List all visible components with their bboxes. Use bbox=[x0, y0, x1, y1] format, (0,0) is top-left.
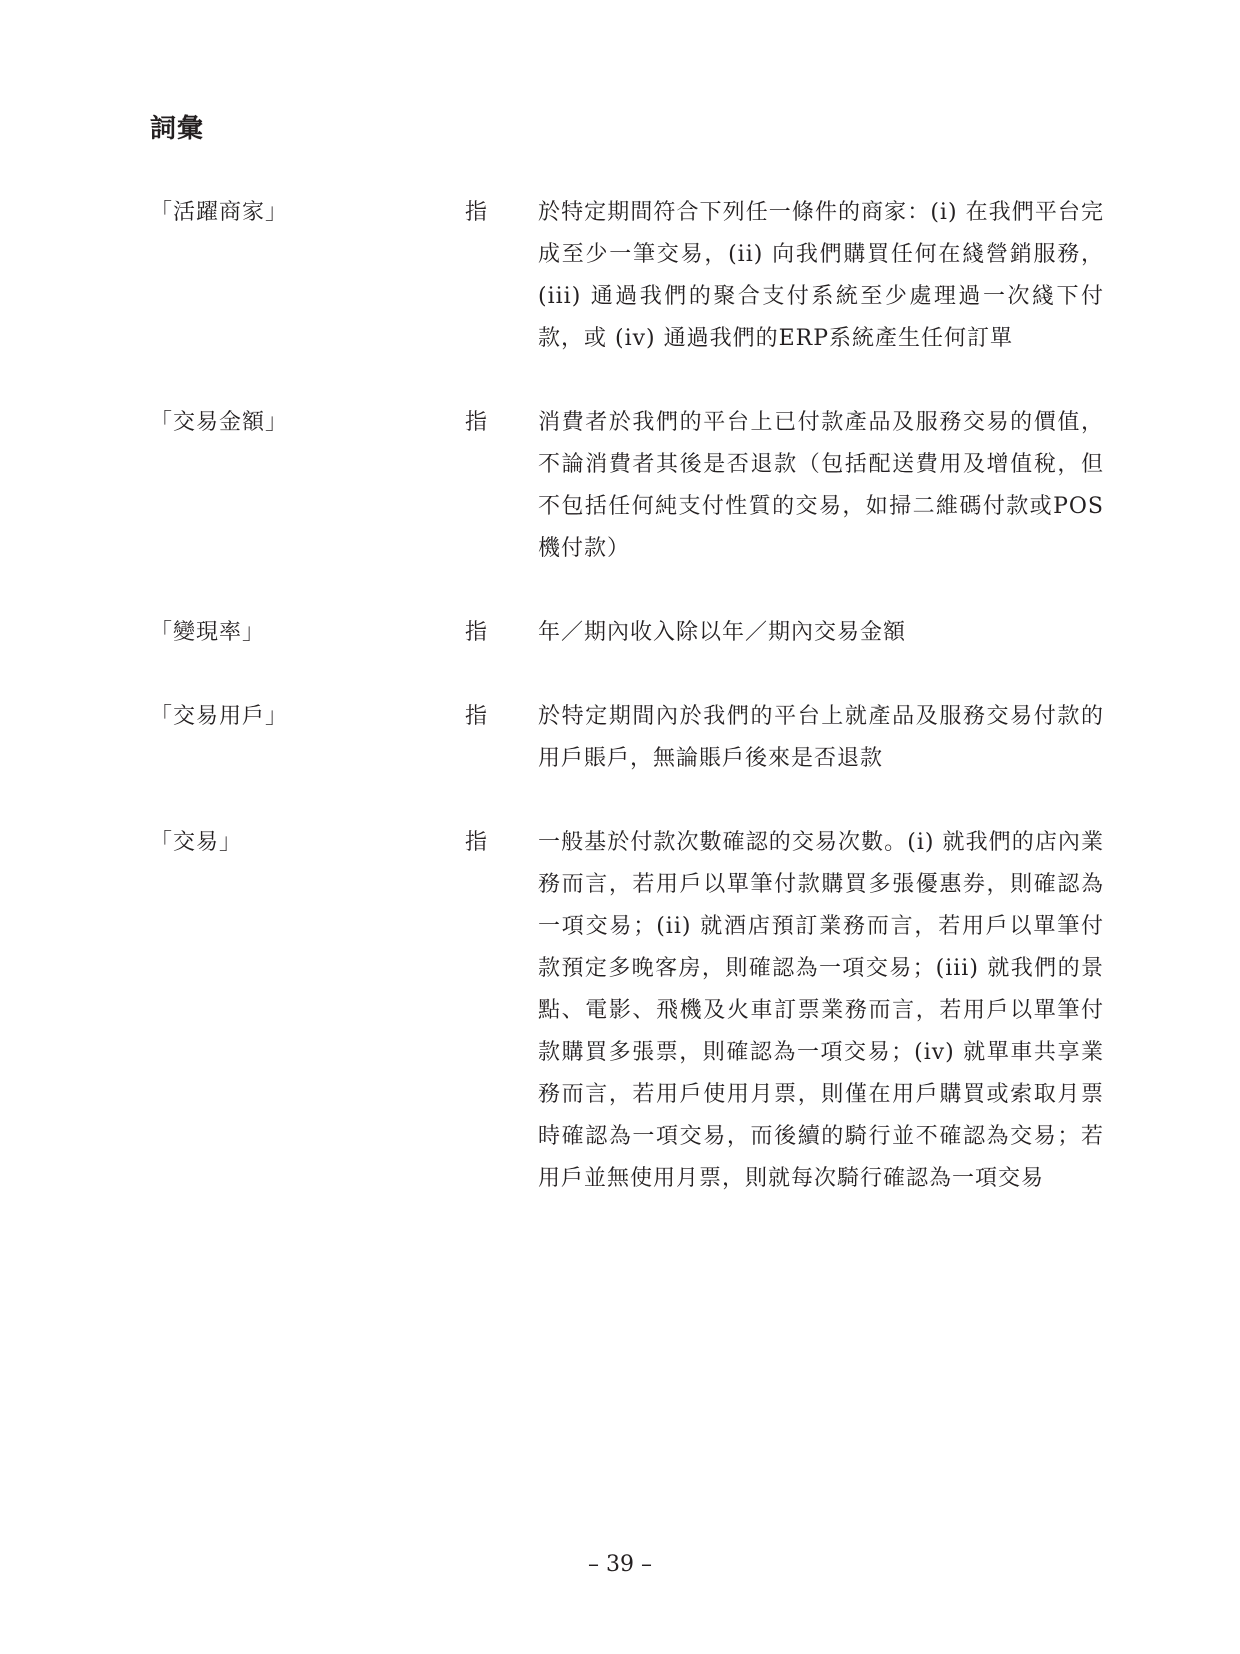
glossary-entry bbox=[150, 822, 1110, 1200]
glossary-entry bbox=[150, 696, 1110, 780]
page-title: 詞彙 bbox=[150, 114, 205, 144]
glossary-entry bbox=[150, 192, 1110, 360]
glossary-term: 「變現率」 bbox=[150, 620, 266, 645]
means-label: 指 bbox=[465, 620, 488, 645]
means-label: 指 bbox=[465, 830, 488, 855]
glossary-term: 「交易用戶」 bbox=[150, 704, 289, 729]
glossary-entry bbox=[150, 612, 1110, 654]
means-label: 指 bbox=[465, 200, 488, 225]
page-number: – 39 – bbox=[588, 1552, 652, 1577]
glossary-definition: 一般基於付款次數確認的交易次數。(i) 就我們的店內業務而言，若用戶以單筆付款購買多張優惠券，則確認為一項交易；(ii) 就酒店預訂業務而言，若用戶以單筆付款預定多晚客房，則確認為一項交易；(iii) 就我們的景點、電影、飛機及火車訂票業務而言，若用戶以單筆付款購買多張票，則確認為一項交易；(iv) 就單車共享業務而言，若用戶使用月票，則僅在用戶購買或索取月票時確認為一項交易，而後續的騎行並不確認為交易；若用戶並無使用月票，則就每次騎行確認為一項交易 bbox=[538, 830, 1104, 1191]
glossary-term: 「交易」 bbox=[150, 830, 243, 855]
glossary-entry bbox=[150, 402, 1110, 570]
glossary-definition: 消費者於我們的平台上已付款產品及服務交易的價值，不論消費者其後是否退款（包括配送費用及增值稅，但不包括任何純支付性質的交易，如掃二維碼付款或POS機付款） bbox=[538, 410, 1104, 561]
glossary-definition: 於特定期間內於我們的平台上就產品及服務交易付款的用戶賬戶，無論賬戶後來是否退款 bbox=[538, 704, 1104, 771]
glossary-definition: 於特定期間符合下列任一條件的商家：(i) 在我們平台完成至少一筆交易，(ii) 向我們購買任何在綫營銷服務，(iii) 通過我們的聚合支付系統至少處理過一次綫下付款，或 (iv) 通過我們的ERP系統產生任何訂單 bbox=[538, 200, 1104, 351]
glossary-term: 「活躍商家」 bbox=[150, 200, 289, 225]
glossary-term: 「交易金額」 bbox=[150, 410, 289, 435]
glossary-definition: 年／期內收入除以年／期內交易金額 bbox=[538, 620, 907, 645]
means-label: 指 bbox=[465, 704, 488, 729]
means-label: 指 bbox=[465, 410, 488, 435]
glossary-list bbox=[150, 192, 1110, 1200]
